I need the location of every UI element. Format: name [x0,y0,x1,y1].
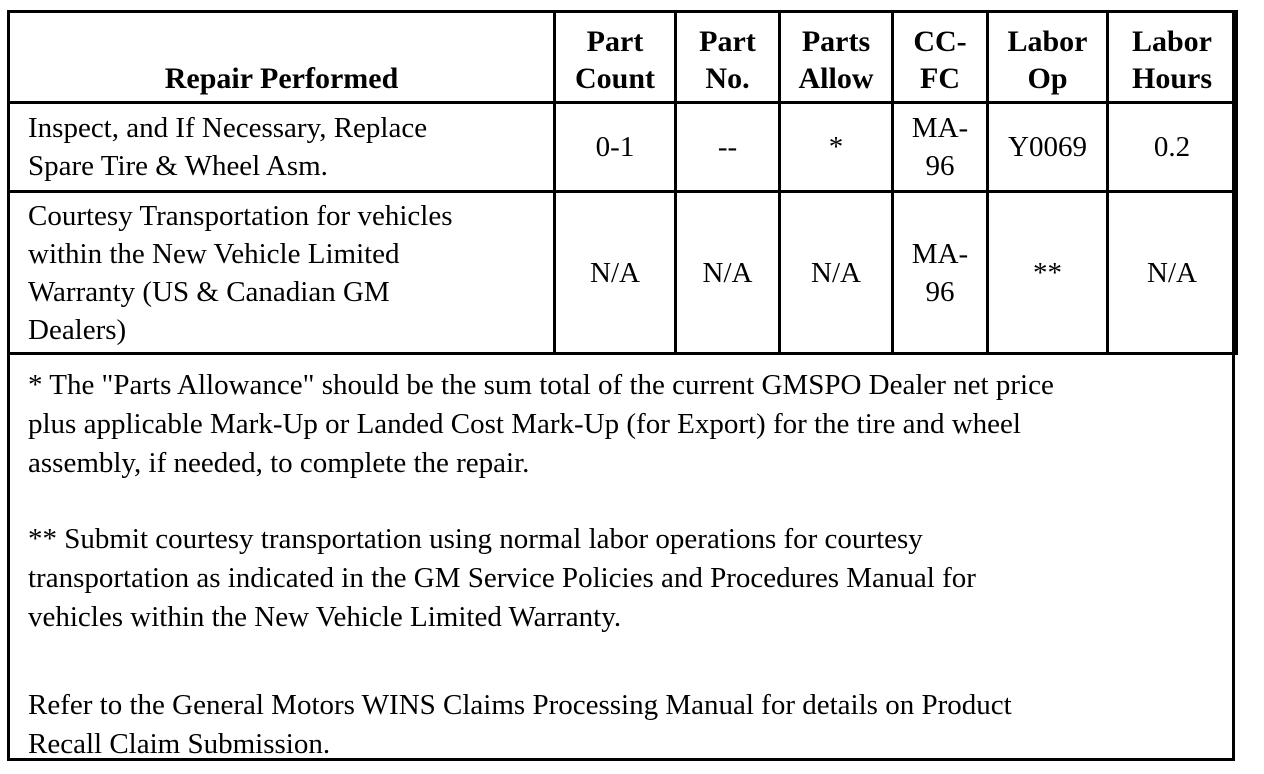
header-cc-fc: CC- FC [893,12,988,103]
header-labor-op: Labor Op [988,12,1108,103]
header-part-count: Part Count [555,12,676,103]
notes-section [7,352,1235,761]
table-row [9,192,1237,354]
table-header-row [9,12,1237,103]
labor-hours-cell: N/A [1108,192,1237,354]
claims-manual-note: Refer to the General Motors WINS Claims Processing Manual for details on Product Recall Claim Submission. [28,689,1012,760]
labor-op-cell: Y0069 [988,103,1108,192]
courtesy-transportation-note: ** Submit courtesy transportation using normal labor operations for courtesy transportation as indicated in the GM Service Policies and Procedures Manual for vehicles within the New Vehicle Limited Warranty. [28,523,976,633]
cc-fc-cell: MA- 96 [893,103,988,192]
parts-allowance-note: * The "Parts Allowance" should be the sum total of the current GMSPO Dealer net price plus applicable Mark-Up or Landed Cost Mark-Up (for Export) for the tire and wheel assembly, if needed, to complete the repair. [28,369,1054,479]
labor-table [7,10,1238,355]
header-part-no: Part No. [676,12,780,103]
table-row [9,103,1237,192]
part-count-cell: N/A [555,192,676,354]
repair-cell: Inspect, and If Necessary, Replace Spare Tire & Wheel Asm. [9,103,555,192]
part-count-cell: 0-1 [555,103,676,192]
labor-op-cell: ** [988,192,1108,354]
part-no-cell: N/A [676,192,780,354]
labor-hours-cell: 0.2 [1108,103,1237,192]
repair-cell: Courtesy Transportation for vehicles within the New Vehicle Limited Warranty (US & Canadian GM Dealers) [9,192,555,354]
header-labor-hours: Labor Hours [1108,12,1237,103]
part-no-cell: -- [676,103,780,192]
header-repair-performed: Repair Performed [9,12,555,103]
parts-allow-cell: N/A [780,192,893,354]
parts-allow-cell: * [780,103,893,192]
header-parts-allow: Parts Allow [780,12,893,103]
cc-fc-cell: MA- 96 [893,192,988,354]
